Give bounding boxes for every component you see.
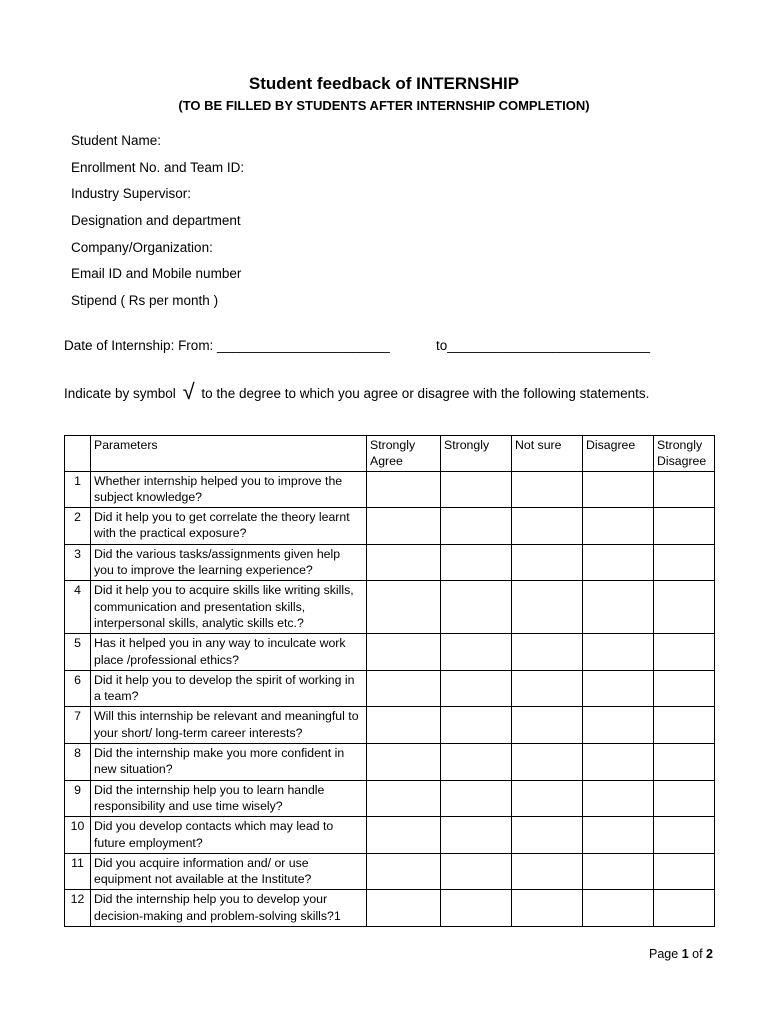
row-question: Did you acquire information and/ or use equipment not available at the Institute? <box>91 853 367 890</box>
response-cell-strongly-disagree[interactable] <box>654 670 715 707</box>
response-cell-disagree[interactable] <box>583 707 654 744</box>
response-cell-not-sure[interactable] <box>512 544 583 581</box>
field-designation: Designation and department <box>71 213 241 229</box>
response-cell-strongly-agree[interactable] <box>367 853 441 890</box>
response-cell-strongly-disagree[interactable] <box>654 508 715 545</box>
header-num <box>65 436 91 472</box>
table-row <box>65 544 715 581</box>
field-supervisor: Industry Supervisor: <box>71 186 192 202</box>
response-cell-strongly-disagree[interactable] <box>654 544 715 581</box>
response-cell-strongly[interactable] <box>441 544 512 581</box>
header-not-sure: Not sure <box>512 436 583 472</box>
header-parameters: Parameters <box>91 436 367 472</box>
response-cell-disagree[interactable] <box>583 471 654 508</box>
response-cell-strongly[interactable] <box>441 508 512 545</box>
response-cell-strongly[interactable] <box>441 634 512 671</box>
field-student-name: Student Name: <box>71 133 162 148</box>
response-cell-strongly-disagree[interactable] <box>654 634 715 671</box>
student-info-fields <box>71 132 244 319</box>
response-cell-disagree[interactable] <box>583 670 654 707</box>
row-number: 6 <box>65 670 91 707</box>
response-cell-not-sure[interactable] <box>512 853 583 890</box>
row-question: Did it help you to acquire skills like writing skills, communication and presentation skills, interpersonal skills, analytic skills etc.? <box>91 581 367 634</box>
instruction-line <box>64 378 649 404</box>
row-number: 12 <box>65 890 91 927</box>
table-header-row <box>65 436 715 472</box>
row-number: 9 <box>65 780 91 817</box>
response-cell-disagree[interactable] <box>583 544 654 581</box>
response-cell-strongly-agree[interactable] <box>367 744 441 781</box>
row-number: 4 <box>65 581 91 634</box>
response-cell-strongly[interactable] <box>441 670 512 707</box>
response-cell-not-sure[interactable] <box>512 890 583 927</box>
table-row <box>65 670 715 707</box>
response-cell-strongly-disagree[interactable] <box>654 780 715 817</box>
response-cell-strongly-disagree[interactable] <box>654 853 715 890</box>
response-cell-strongly-agree[interactable] <box>367 780 441 817</box>
response-cell-strongly-disagree[interactable] <box>654 890 715 927</box>
row-question: Whether internship helped you to improve the subject knowledge? <box>91 471 367 508</box>
of-label: of <box>692 947 703 961</box>
row-question: Did you develop contacts which may lead to future employment? <box>91 817 367 854</box>
response-cell-strongly-agree[interactable] <box>367 817 441 854</box>
response-cell-strongly-agree[interactable] <box>367 471 441 508</box>
instruction-text-before: Indicate by symbol <box>64 386 176 401</box>
row-number: 11 <box>65 853 91 890</box>
page-number: 1 <box>681 947 689 961</box>
row-question: Did it help you to get correlate the theory learnt with the practical exposure? <box>91 508 367 545</box>
response-cell-disagree[interactable] <box>583 853 654 890</box>
page-footer <box>649 947 713 961</box>
response-cell-strongly[interactable] <box>441 471 512 508</box>
date-to-line: to___________________________ <box>436 338 650 353</box>
header-disagree: Disagree <box>583 436 654 472</box>
page-total: 2 <box>706 947 713 961</box>
response-cell-strongly[interactable] <box>441 780 512 817</box>
response-cell-not-sure[interactable] <box>512 817 583 854</box>
response-cell-strongly-disagree[interactable] <box>654 471 715 508</box>
table-row <box>65 744 715 781</box>
row-number: 10 <box>65 817 91 854</box>
field-company: Company/Organization: <box>71 239 213 255</box>
response-cell-disagree[interactable] <box>583 817 654 854</box>
response-cell-not-sure[interactable] <box>512 508 583 545</box>
table-row <box>65 890 715 927</box>
row-number: 2 <box>65 508 91 545</box>
table-row <box>65 817 715 854</box>
row-question: Did the various tasks/assignments given help you to improve the learning experience? <box>91 544 367 581</box>
document-subtitle: (TO BE FILLED BY STUDENTS AFTER INTERNSHIP COMPLETION) <box>178 98 590 113</box>
date-from-line: Date of Internship: From: _______________________ <box>64 338 390 353</box>
response-cell-strongly[interactable] <box>441 744 512 781</box>
response-cell-disagree[interactable] <box>583 634 654 671</box>
response-cell-not-sure[interactable] <box>512 780 583 817</box>
response-cell-not-sure[interactable] <box>512 744 583 781</box>
response-cell-not-sure[interactable] <box>512 581 583 634</box>
feedback-table <box>64 435 715 927</box>
row-question: Did the internship help you to learn handle responsibility and use time wisely? <box>91 780 367 817</box>
header-strongly-disagree: Strongly Disagree <box>654 436 715 472</box>
field-email-mobile: Email ID and Mobile number <box>71 266 242 282</box>
response-cell-strongly[interactable] <box>441 817 512 854</box>
response-cell-not-sure[interactable] <box>512 670 583 707</box>
response-cell-disagree[interactable] <box>583 581 654 634</box>
response-cell-strongly[interactable] <box>441 890 512 927</box>
response-cell-disagree[interactable] <box>583 508 654 545</box>
response-cell-strongly-agree[interactable] <box>367 670 441 707</box>
field-enrollment: Enrollment No. and Team ID: <box>71 159 245 175</box>
header-strongly-agree: Strongly Agree <box>367 436 441 472</box>
instruction-text-after: to the degree to which you agree or disagree with the following statements. <box>201 386 650 401</box>
response-cell-disagree[interactable] <box>583 890 654 927</box>
row-question: Did it help you to develop the spirit of working in a team? <box>91 670 367 707</box>
response-cell-strongly-agree[interactable] <box>367 581 441 634</box>
row-number: 3 <box>65 544 91 581</box>
response-cell-strongly-agree[interactable] <box>367 890 441 927</box>
response-cell-strongly-agree[interactable] <box>367 508 441 545</box>
response-cell-strongly-agree[interactable] <box>367 707 441 744</box>
row-question: Has it helped you in any way to inculcate work place /professional ethics? <box>91 634 367 671</box>
row-question: Did the internship help you to develop your decision-making and problem-solving skills?1 <box>91 890 367 927</box>
page-label: Page <box>649 947 679 961</box>
response-cell-strongly-disagree[interactable] <box>654 744 715 781</box>
table-row <box>65 707 715 744</box>
table-row <box>65 780 715 817</box>
response-cell-strongly[interactable] <box>441 707 512 744</box>
response-cell-not-sure[interactable] <box>512 634 583 671</box>
field-stipend: Stipend ( Rs per month ) <box>71 293 219 309</box>
table-row <box>65 581 715 634</box>
response-cell-strongly[interactable] <box>441 853 512 890</box>
row-number: 5 <box>65 634 91 671</box>
response-cell-strongly-disagree[interactable] <box>654 707 715 744</box>
response-cell-strongly[interactable] <box>441 581 512 634</box>
response-cell-not-sure[interactable] <box>512 707 583 744</box>
row-question: Did the internship make you more confident in new situation? <box>91 744 367 781</box>
table-row <box>65 471 715 508</box>
response-cell-not-sure[interactable] <box>512 471 583 508</box>
row-number: 8 <box>65 744 91 781</box>
row-question: Will this internship be relevant and meaningful to your short/ long-term career interests? <box>91 707 367 744</box>
table-row <box>65 634 715 671</box>
header-strongly: Strongly <box>441 436 512 472</box>
table-row <box>65 508 715 545</box>
response-cell-disagree[interactable] <box>583 780 654 817</box>
row-number: 7 <box>65 707 91 744</box>
response-cell-strongly-agree[interactable] <box>367 544 441 581</box>
document-title: Student feedback of INTERNSHIP <box>248 74 520 93</box>
row-number: 1 <box>65 471 91 508</box>
response-cell-strongly-disagree[interactable] <box>654 581 715 634</box>
checkmark-symbol: √ <box>182 379 195 404</box>
table-row <box>65 853 715 890</box>
response-cell-disagree[interactable] <box>583 744 654 781</box>
response-cell-strongly-disagree[interactable] <box>654 817 715 854</box>
response-cell-strongly-agree[interactable] <box>367 634 441 671</box>
